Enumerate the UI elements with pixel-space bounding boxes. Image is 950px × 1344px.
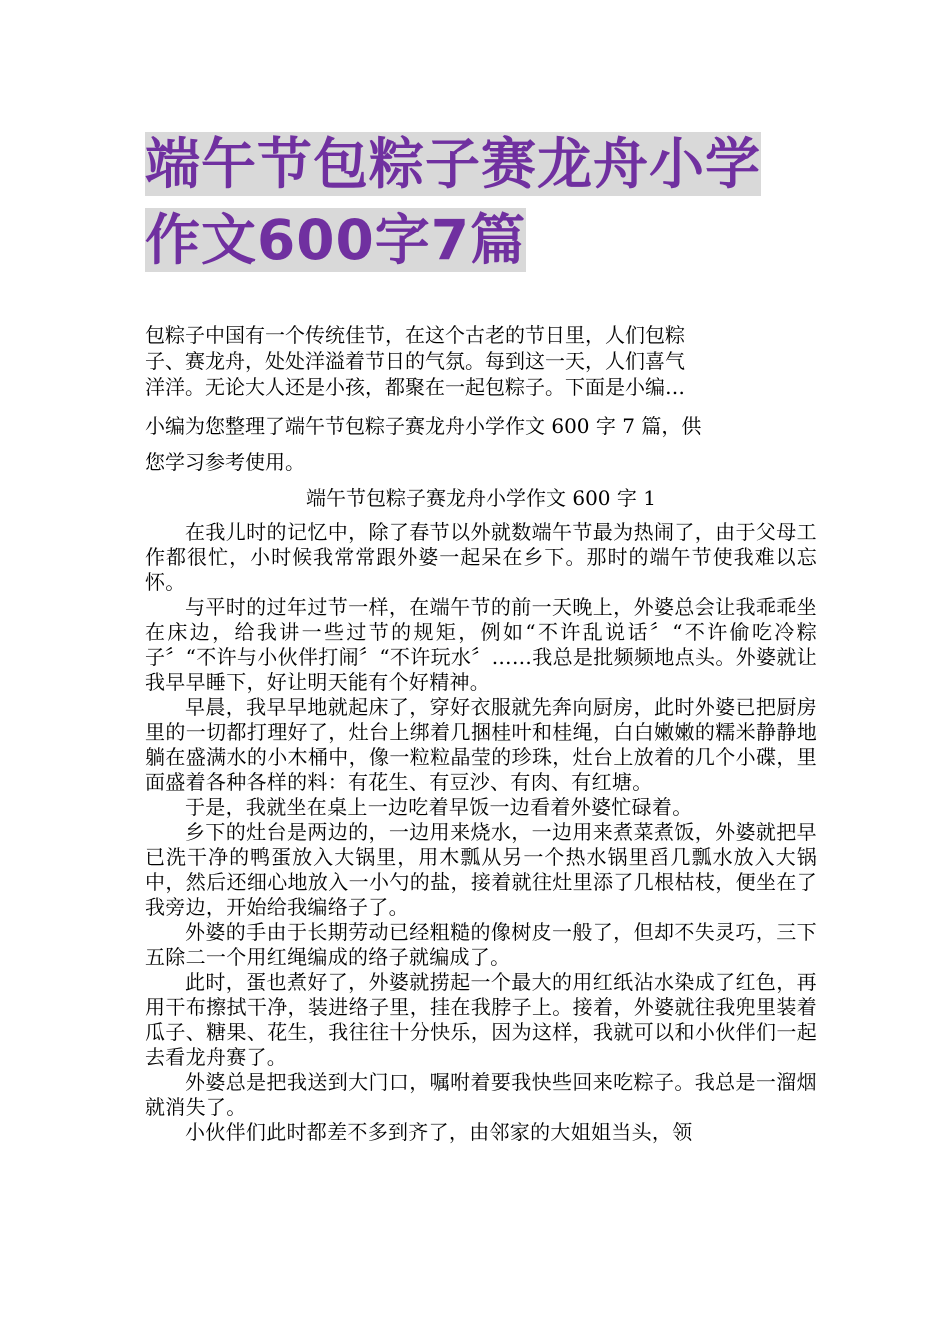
paragraph: 小伙伴们此时都差不多到齐了，由邻家的大姐姐当头，领 bbox=[185, 1120, 693, 1144]
paragraph: 与平时的过年过节一样，在端午节的前一天晚上，外婆总会让我乖乖坐在床边，给我讲一些过节的规矩，例如“不许乱说话〞“不许偷吃冷粽子〞“不许与小伙伴打闹〞“不许玩水〞……我总是批频频地点头。外婆就让我早早睡下，好让明天能有个好精神。 bbox=[145, 595, 817, 694]
paragraph: 此时，蛋也煮好了，外婆就捞起一个最大的用红纸沾水染成了红色，再用干布擦拭干净，装进络子里，挂在我脖子上。接着，外婆就往我兜里装着瓜子、糖果、花生，我往往十分快乐，因为这样，我就可以和小伙伴们一起去看龙舟赛了。 bbox=[145, 970, 817, 1069]
paragraph: 早晨，我早早地就起床了，穿好衣服就先奔向厨房，此时外婆已把厨房里的一切都打理好了，灶台上绑着几捆桂叶和桂绳，白白嫩嫩的糯米静静地躺在盛满水的小木桶中，像一粒粒晶莹的珍珠，灶台上放着的几个小碟，里面盛着各种各样的料：有花生、有豆沙、有肉、有红塘。 bbox=[145, 695, 817, 794]
intro-line: 您学习参考使用。 bbox=[145, 450, 305, 474]
intro-block bbox=[145, 408, 817, 480]
summary-block bbox=[145, 322, 817, 400]
essay-body bbox=[145, 520, 817, 1145]
section-heading: 端午节包粽子赛龙舟小学作文 600 字 1 bbox=[306, 486, 656, 510]
title-line-2: 作文600字7篇 bbox=[145, 208, 527, 272]
paragraph: 乡下的灶台是两边的，一边用来烧水，一边用来煮菜煮饭，外婆就把早已洗干净的鸭蛋放入大锅里，用木瓢从另一个热水锅里舀几瓢水放入大锅中，然后还细心地放入一小勺的盐，接着就往灶里添了几根枯枝，便坐在了我旁边，开始给我编络子了。 bbox=[145, 820, 817, 919]
summary-line: 子、赛龙舟，处处洋溢着节日的气氛。每到这一天，人们喜气 bbox=[145, 349, 685, 373]
summary-line: 洋洋。无论大人还是小孩，都聚在一起包粽子。下面是小编… bbox=[145, 375, 685, 399]
summary-line: 包粽子中国有一个传统佳节，在这个古老的节日里，人们包粽 bbox=[145, 323, 685, 347]
title-line-1: 端午节包粽子赛龙舟小学 bbox=[145, 132, 762, 196]
paragraph: 在我儿时的记忆中，除了春节以外就数端午节最为热闹了，由于父母工作都很忙，小时候我常常跟外婆一起呆在乡下。那时的端午节使我难以忘怀。 bbox=[145, 520, 817, 594]
document-title bbox=[145, 132, 815, 272]
paragraph: 于是，我就坐在桌上一边吃着早饭一边看着外婆忙碌着。 bbox=[185, 795, 693, 819]
intro-line: 小编为您整理了端午节包粽子赛龙舟小学作文 600 字 7 篇，供 bbox=[145, 414, 702, 438]
paragraph: 外婆的手由于长期劳动已经粗糙的像树皮一般了，但却不失灵巧，三下五除二一个用红绳编成的络子就编成了。 bbox=[145, 920, 817, 969]
paragraph: 外婆总是把我送到大门口，嘱咐着要我快些回来吃粽子。我总是一溜烟就消失了。 bbox=[145, 1070, 817, 1119]
